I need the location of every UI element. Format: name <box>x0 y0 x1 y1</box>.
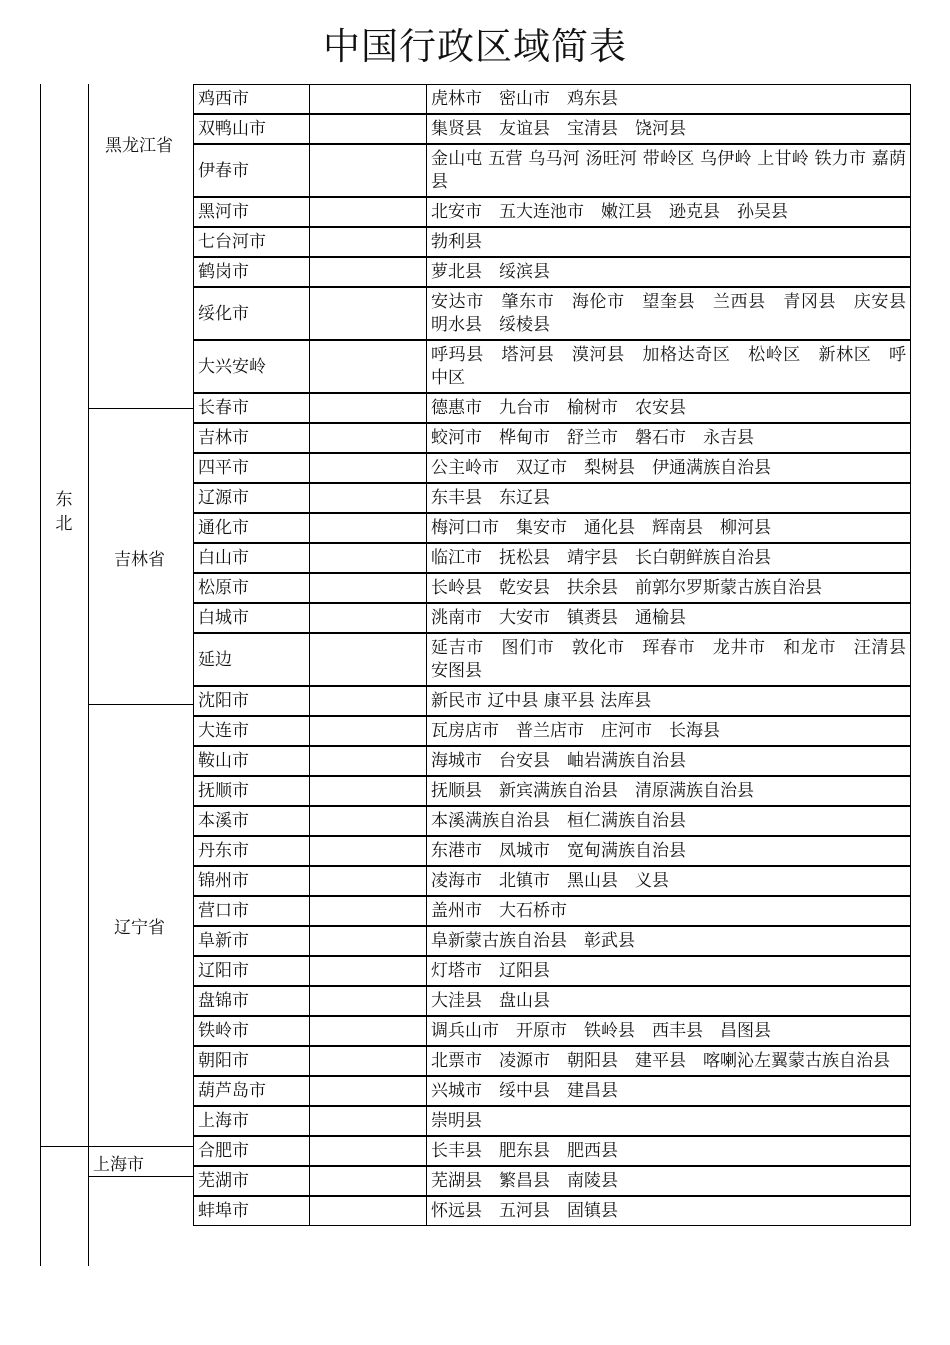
region-column-left-border <box>40 84 41 1266</box>
city-cell: 沈阳市 <box>194 686 310 716</box>
table-row <box>194 393 911 423</box>
blank-cell <box>310 543 427 573</box>
counties-cell: 梅河口市 集安市 通化县 辉南县 柳河县 <box>427 513 911 543</box>
blank-cell <box>310 197 427 227</box>
province-label-shanghai: 上海市 <box>93 1155 144 1175</box>
blank-cell <box>310 573 427 603</box>
city-cell: 上海市 <box>194 1106 310 1136</box>
blank-cell <box>310 393 427 423</box>
blank-cell <box>310 1136 427 1166</box>
admin-division-table <box>193 84 923 1226</box>
table-row <box>194 1106 911 1136</box>
table-row <box>194 866 911 896</box>
city-cell: 抚顺市 <box>194 776 310 806</box>
table-row <box>194 956 911 986</box>
city-cell: 鹤岗市 <box>194 257 310 287</box>
blank-cell <box>310 287 427 340</box>
counties-cell: 阜新蒙古族自治县 彰武县 <box>427 926 911 956</box>
counties-cell: 北票市 凌源市 朝阳县 建平县 喀喇沁左翼蒙古族自治县 <box>427 1046 911 1076</box>
counties-cell: 大洼县 盘山县 <box>427 986 911 1016</box>
city-cell: 盘锦市 <box>194 986 310 1016</box>
table-row <box>194 453 911 483</box>
blank-cell <box>310 866 427 896</box>
counties-cell: 调兵山市 开原市 铁岭县 西丰县 昌图县 <box>427 1016 911 1046</box>
province-label-heilongjiang: 黑龙江省 <box>105 136 173 156</box>
table-row <box>194 483 911 513</box>
table-row <box>194 257 911 287</box>
counties-cell: 洮南市 大安市 镇赉县 通榆县 <box>427 603 911 633</box>
blank-cell <box>310 483 427 513</box>
province-label-jilin: 吉林省 <box>114 550 165 570</box>
blank-cell <box>310 836 427 866</box>
city-cell: 芜湖市 <box>194 1166 310 1196</box>
city-cell: 合肥市 <box>194 1136 310 1166</box>
city-cell: 白城市 <box>194 603 310 633</box>
region-divider <box>40 1146 193 1147</box>
counties-cell: 安达市 肇东市 海伦市 望奎县 兰西县 青冈县 庆安县 明水县 绥棱县 <box>427 287 911 340</box>
table-row <box>194 573 911 603</box>
counties-cell: 金山屯 五营 乌马河 汤旺河 带岭区 乌伊岭 上甘岭 铁力市 嘉荫县 <box>427 144 911 197</box>
table-row <box>194 144 911 197</box>
blank-cell <box>310 1046 427 1076</box>
counties-cell: 延吉市 图们市 敦化市 珲春市 龙井市 和龙市 汪清县 安图县 <box>427 633 911 686</box>
province-divider-liaoning <box>88 704 193 705</box>
table-body <box>194 85 923 1226</box>
counties-cell: 公主岭市 双辽市 梨树县 伊通满族自治县 <box>427 453 911 483</box>
table-row <box>194 227 911 257</box>
blank-cell <box>310 1196 427 1226</box>
table-row <box>194 513 911 543</box>
city-cell: 延边 <box>194 633 310 686</box>
city-cell: 绥化市 <box>194 287 310 340</box>
table-row <box>194 1166 911 1196</box>
blank-cell <box>310 956 427 986</box>
blank-cell <box>310 776 427 806</box>
blank-cell <box>310 144 427 197</box>
blank-cell <box>310 85 427 115</box>
city-cell: 辽阳市 <box>194 956 310 986</box>
region-label-text: 东北 <box>55 490 73 534</box>
blank-cell <box>310 1106 427 1136</box>
counties-cell: 芜湖县 繁昌县 南陵县 <box>427 1166 911 1196</box>
city-cell: 长春市 <box>194 393 310 423</box>
table-row <box>194 1076 911 1106</box>
table-row <box>194 1046 911 1076</box>
city-cell: 吉林市 <box>194 423 310 453</box>
city-cell: 营口市 <box>194 896 310 926</box>
blank-cell <box>310 1076 427 1106</box>
counties-cell: 蛟河市 桦甸市 舒兰市 磐石市 永吉县 <box>427 423 911 453</box>
city-cell: 白山市 <box>194 543 310 573</box>
counties-cell: 灯塔市 辽阳县 <box>427 956 911 986</box>
city-cell: 松原市 <box>194 573 310 603</box>
city-cell: 辽源市 <box>194 483 310 513</box>
city-cell: 大连市 <box>194 716 310 746</box>
table-row <box>194 686 911 716</box>
city-cell: 蚌埠市 <box>194 1196 310 1226</box>
table-row <box>194 836 911 866</box>
blank-cell <box>310 926 427 956</box>
blank-cell <box>310 453 427 483</box>
blank-cell <box>310 716 427 746</box>
city-cell: 葫芦岛市 <box>194 1076 310 1106</box>
table-row <box>194 716 911 746</box>
counties-cell: 东丰县 东辽县 <box>427 483 911 513</box>
city-cell: 本溪市 <box>194 806 310 836</box>
province-column-left-border <box>88 84 89 1266</box>
counties-cell: 呼玛县 塔河县 漠河县 加格达奇区 松岭区 新林区 呼中区 <box>427 340 911 393</box>
blank-cell <box>310 746 427 776</box>
counties-cell: 萝北县 绥滨县 <box>427 257 911 287</box>
counties-cell: 勃利县 <box>427 227 911 257</box>
counties-cell: 临江市 抚松县 靖宇县 长白朝鲜族自治县 <box>427 543 911 573</box>
city-cell: 锦州市 <box>194 866 310 896</box>
table-row <box>194 543 911 573</box>
blank-cell <box>310 227 427 257</box>
city-cell: 七台河市 <box>194 227 310 257</box>
counties-cell: 长岭县 乾安县 扶余县 前郭尔罗斯蒙古族自治县 <box>427 573 911 603</box>
city-cell: 阜新市 <box>194 926 310 956</box>
blank-cell <box>310 114 427 144</box>
counties-cell: 长丰县 肥东县 肥西县 <box>427 1136 911 1166</box>
region-label-northeast <box>40 488 88 536</box>
counties-cell: 东港市 凤城市 宽甸满族自治县 <box>427 836 911 866</box>
counties-cell: 盖州市 大石桥市 <box>427 896 911 926</box>
counties-cell: 兴城市 绥中县 建昌县 <box>427 1076 911 1106</box>
table-row <box>194 1136 911 1166</box>
table-row <box>194 633 911 686</box>
city-cell: 鸡西市 <box>194 85 310 115</box>
counties-cell: 虎林市 密山市 鸡东县 <box>427 85 911 115</box>
city-cell: 黑河市 <box>194 197 310 227</box>
table-row <box>194 806 911 836</box>
counties-cell: 瓦房店市 普兰店市 庄河市 长海县 <box>427 716 911 746</box>
table-row <box>194 85 911 115</box>
counties-cell: 集贤县 友谊县 宝清县 饶河县 <box>427 114 911 144</box>
province-divider-anhui <box>88 1176 193 1177</box>
city-cell: 伊春市 <box>194 144 310 197</box>
counties-cell: 怀远县 五河县 固镇县 <box>427 1196 911 1226</box>
blank-cell <box>310 603 427 633</box>
counties-cell: 崇明县 <box>427 1106 911 1136</box>
blank-cell <box>310 340 427 393</box>
table-row <box>194 197 911 227</box>
blank-cell <box>310 513 427 543</box>
city-cell: 四平市 <box>194 453 310 483</box>
counties-cell: 凌海市 北镇市 黑山县 义县 <box>427 866 911 896</box>
blank-cell <box>310 806 427 836</box>
table-row <box>194 896 911 926</box>
blank-cell <box>310 257 427 287</box>
table-row <box>194 926 911 956</box>
blank-cell <box>310 896 427 926</box>
province-divider-jilin <box>88 408 193 409</box>
blank-cell <box>310 1166 427 1196</box>
city-cell: 朝阳市 <box>194 1046 310 1076</box>
table-row <box>194 603 911 633</box>
table-row <box>194 776 911 806</box>
page-title: 中国行政区域简表 <box>323 25 627 68</box>
blank-cell <box>310 633 427 686</box>
table-row <box>194 1016 911 1046</box>
table-row <box>194 746 911 776</box>
counties-cell: 本溪满族自治县 桓仁满族自治县 <box>427 806 911 836</box>
blank-cell <box>310 986 427 1016</box>
city-cell: 大兴安岭 <box>194 340 310 393</box>
city-cell: 铁岭市 <box>194 1016 310 1046</box>
table-row <box>194 1196 911 1226</box>
city-cell: 双鸭山市 <box>194 114 310 144</box>
table-row <box>194 287 911 340</box>
counties-cell: 海城市 台安县 岫岩满族自治县 <box>427 746 911 776</box>
blank-cell <box>310 1016 427 1046</box>
blank-cell <box>310 686 427 716</box>
counties-cell: 新民市 辽中县 康平县 法库县 <box>427 686 911 716</box>
counties-cell: 德惠市 九台市 榆树市 农安县 <box>427 393 911 423</box>
city-cell: 鞍山市 <box>194 746 310 776</box>
table-row <box>194 340 911 393</box>
table-row <box>194 423 911 453</box>
city-cell: 通化市 <box>194 513 310 543</box>
counties-cell: 抚顺县 新宾满族自治县 清原满族自治县 <box>427 776 911 806</box>
table-row <box>194 114 911 144</box>
blank-cell <box>310 423 427 453</box>
counties-cell: 北安市 五大连池市 嫩江县 逊克县 孙吴县 <box>427 197 911 227</box>
province-label-liaoning: 辽宁省 <box>114 918 165 938</box>
city-cell: 丹东市 <box>194 836 310 866</box>
table-row <box>194 986 911 1016</box>
